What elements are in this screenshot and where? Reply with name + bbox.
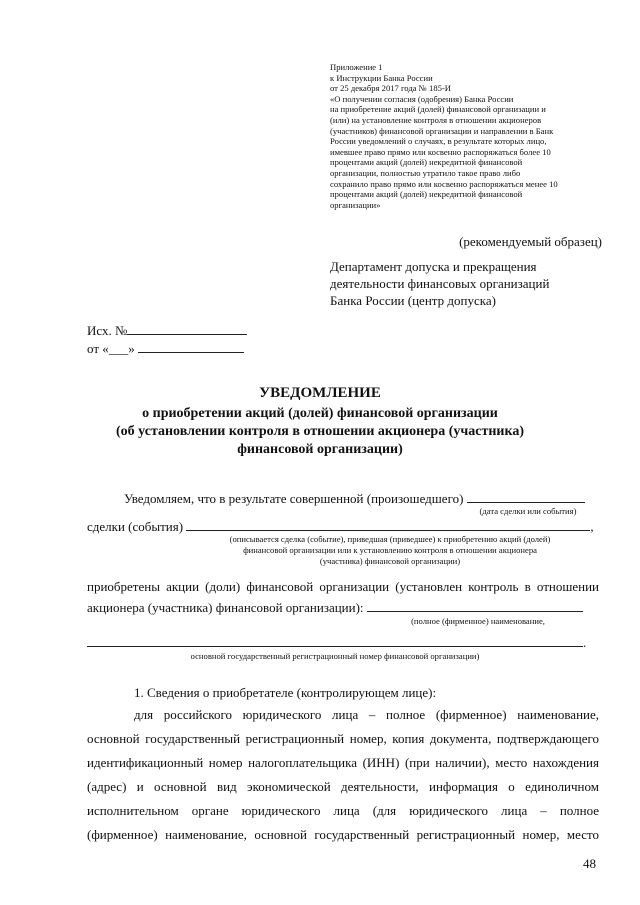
- document-subtitle-line: о приобретении акций (долей) финансовой организации: [142, 406, 498, 421]
- deal-label: сделки (события): [87, 519, 184, 534]
- appendix-line: Приложение 1: [330, 62, 383, 72]
- section-1-line: для российского юридического лица – полное (фирменное) наименование,: [134, 707, 599, 722]
- ogrn-period: .: [583, 635, 587, 650]
- caption-deal-3: (участника) финансовой организации): [319, 556, 461, 566]
- notify-line: [124, 490, 585, 507]
- sample-note: (рекомендуемый образец): [459, 234, 602, 249]
- notify-text: Уведомляем, что в результате совершенной (произошедшего): [124, 491, 464, 506]
- outgoing-date-blank[interactable]: [138, 340, 244, 353]
- caption-deal-date: (дата сделки или события): [479, 506, 577, 516]
- document-subtitle-line: (об установлении контроля в отношении акционера (участника): [116, 424, 524, 439]
- appendix-line: России уведомлений о случаях, в результате которых лицо,: [330, 136, 547, 147]
- appendix-line: к Инструкции Банка России: [330, 72, 433, 83]
- appendix-line: процентами акций (долей) некредитной финансовой: [330, 189, 523, 200]
- appendix-line: от 25 декабря 2017 года № 185-И: [330, 83, 451, 94]
- appendix-line: сохранило право прямо или косвенно распоряжаться менее 10: [330, 178, 558, 189]
- document-title: УВЕДОМЛЕНИЕ: [259, 385, 381, 401]
- appendix-line: на приобретение акций (долей) финансовой организации и: [330, 104, 546, 115]
- deal-line: [87, 518, 594, 535]
- appendix-line: (или) на установление контроля в отношении акционеров: [330, 114, 542, 125]
- deal-description-blank[interactable]: [186, 518, 590, 531]
- acquired-line-1: приобретены акции (доли) финансовой организации (установлен контроль в отношении: [87, 579, 599, 594]
- department-line: Департамент допуска и прекращения: [330, 259, 537, 274]
- appendix-line: «О получении согласия (одобрения) Банка России: [330, 93, 514, 104]
- section-1-heading: 1. Сведения о приобретателе (контролирующем лице):: [134, 685, 437, 700]
- acquired-line-2-text: акционера (участника) финансовой организации):: [87, 600, 364, 615]
- appendix-header: [330, 62, 602, 210]
- department-line: деятельности финансовых организаций: [330, 276, 550, 291]
- department-addressee: [330, 258, 549, 309]
- document-subtitle-line: финансовой организации): [237, 442, 403, 457]
- deal-comma: ,: [590, 519, 594, 534]
- appendix-line: процентами акций (долей) некредитной финансовой: [330, 157, 523, 168]
- outgoing-number-row: [87, 322, 247, 339]
- caption-deal-2: финансовой организации или к установлению контроля в отношении акционера: [243, 545, 537, 555]
- org-ogrn-blank[interactable]: [87, 634, 583, 647]
- ogrn-line: [87, 634, 586, 651]
- deal-date-blank[interactable]: [467, 490, 585, 503]
- appendix-line: организации»: [330, 199, 381, 210]
- appendix-line: (участников) финансовой организации и направлении в Банк: [330, 125, 554, 136]
- outgoing-number-label: Исх. №: [87, 323, 128, 338]
- appendix-line: организации, полностью утратило такое право либо: [330, 167, 521, 178]
- outgoing-number-blank[interactable]: [127, 322, 247, 335]
- caption-org-name: (полное (фирменное) наименование,: [411, 616, 545, 626]
- section-1-line: основной государственный регистрационный номер, копия документа, подтверждающего: [87, 731, 599, 746]
- appendix-line: имевшее право прямо или косвенно распоряжаться более 10: [330, 146, 551, 157]
- section-1-line: (адрес) и основной вид экономической деятельности, информация о единоличном: [87, 779, 599, 794]
- section-1-line: исполнительном органе юридического лица (для юридического лица – полное: [87, 803, 599, 818]
- section-1-line: (фирменное) наименование, основной государственный регистрационный номер, место: [87, 827, 599, 842]
- caption-ogrn: основной государственный регистрационный номер финансовой организации): [190, 651, 480, 661]
- outgoing-date-label: от «___»: [87, 341, 135, 356]
- org-name-blank[interactable]: [367, 599, 583, 612]
- caption-deal-1: (описывается сделка (событие), приведшая (приведшее) к приобретению акций (долей): [229, 534, 551, 544]
- acquired-line-2: [87, 599, 583, 616]
- section-1-line: идентификационный номер налогоплательщика (ИНН) (при наличии), место нахождения: [87, 755, 599, 770]
- page-number: 48: [583, 856, 596, 871]
- outgoing-date-row: [87, 340, 244, 357]
- department-line: Банка России (центр допуска): [330, 293, 496, 308]
